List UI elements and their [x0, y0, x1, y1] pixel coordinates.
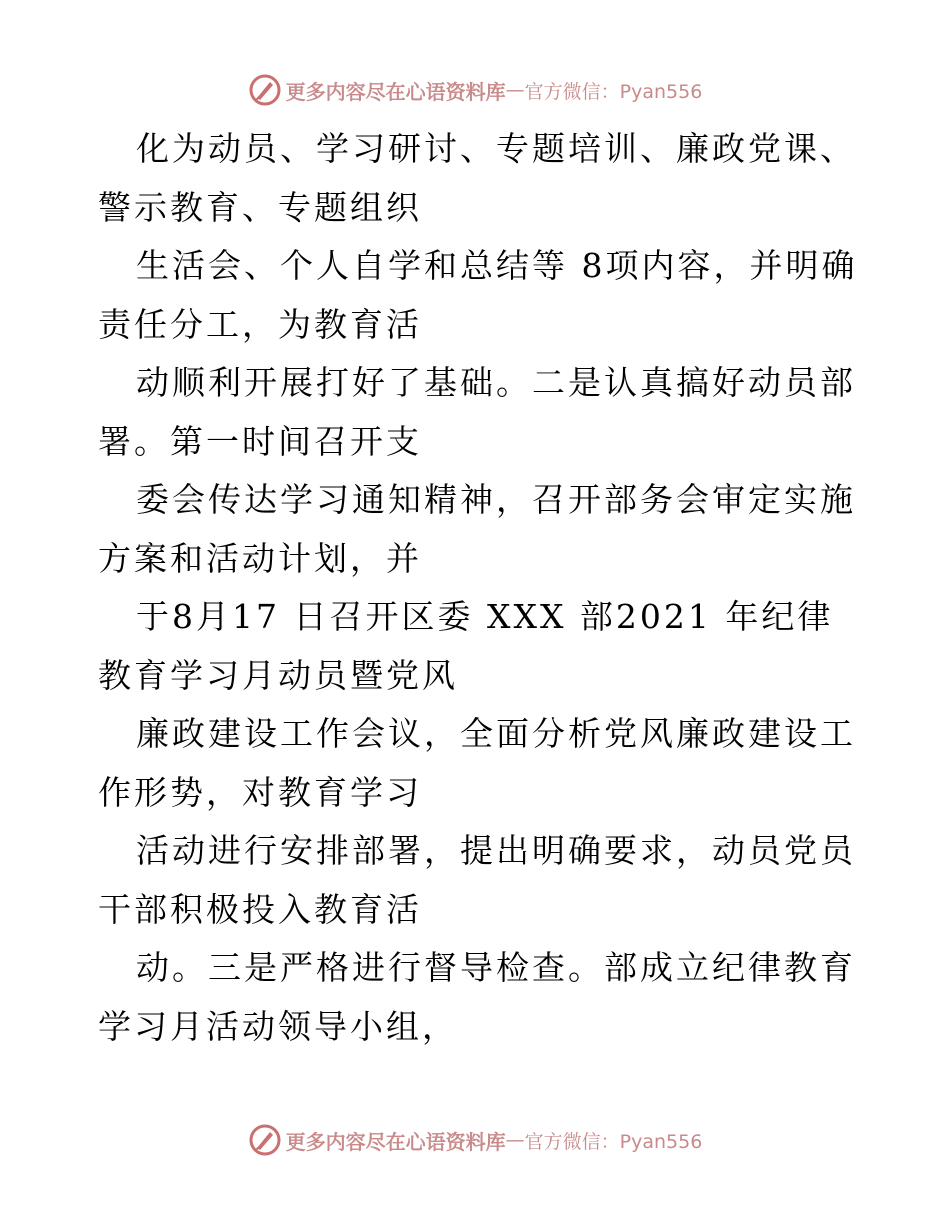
watermark-dash: —: [505, 1129, 525, 1151]
watermark-dash: —: [505, 79, 525, 101]
paragraph: 于8月17 日召开区委 XXX 部2021 年纪律教育学习月动员暨党风: [98, 597, 834, 695]
document-body: [98, 120, 858, 1056]
watermark-banner-top: [0, 70, 950, 110]
paragraph: 动顺利开展打好了基础。二是认真搞好动员部署。第一时间召开支: [98, 363, 856, 461]
paragraph: 廉政建设工作会议，全面分析党风廉政建设工作形势，对教育学习: [98, 714, 856, 812]
watermark-sub-text: 官方微信：Pyan556: [524, 1130, 703, 1153]
paragraph: 活动进行安排部署，提出明确要求，动员党员干部积极投入教育活: [98, 831, 856, 929]
watermark-main-text: 更多内容尽在心语资料库: [285, 79, 506, 104]
paragraph: 动。三是严格进行督导检查。部成立纪律教育学习月活动领导小组，: [98, 948, 856, 1046]
quill-pen-logo-icon: [248, 73, 282, 107]
watermark-main-text: 更多内容尽在心语资料库: [285, 1129, 506, 1154]
paragraph: 化为动员、学习研讨、专题培训、廉政党课、警示教育、专题组织: [98, 129, 856, 227]
watermark-sub-text: 官方微信：Pyan556: [524, 80, 703, 103]
paragraph: 委会传达学习通知精神，召开部务会审定实施方案和活动计划，并: [98, 480, 856, 578]
quill-pen-logo-icon: [248, 1123, 282, 1157]
paragraph: 生活会、个人自学和总结等 8项内容，并明确责任分工，为教育活: [98, 246, 858, 344]
watermark-banner-bottom: [0, 1120, 950, 1160]
